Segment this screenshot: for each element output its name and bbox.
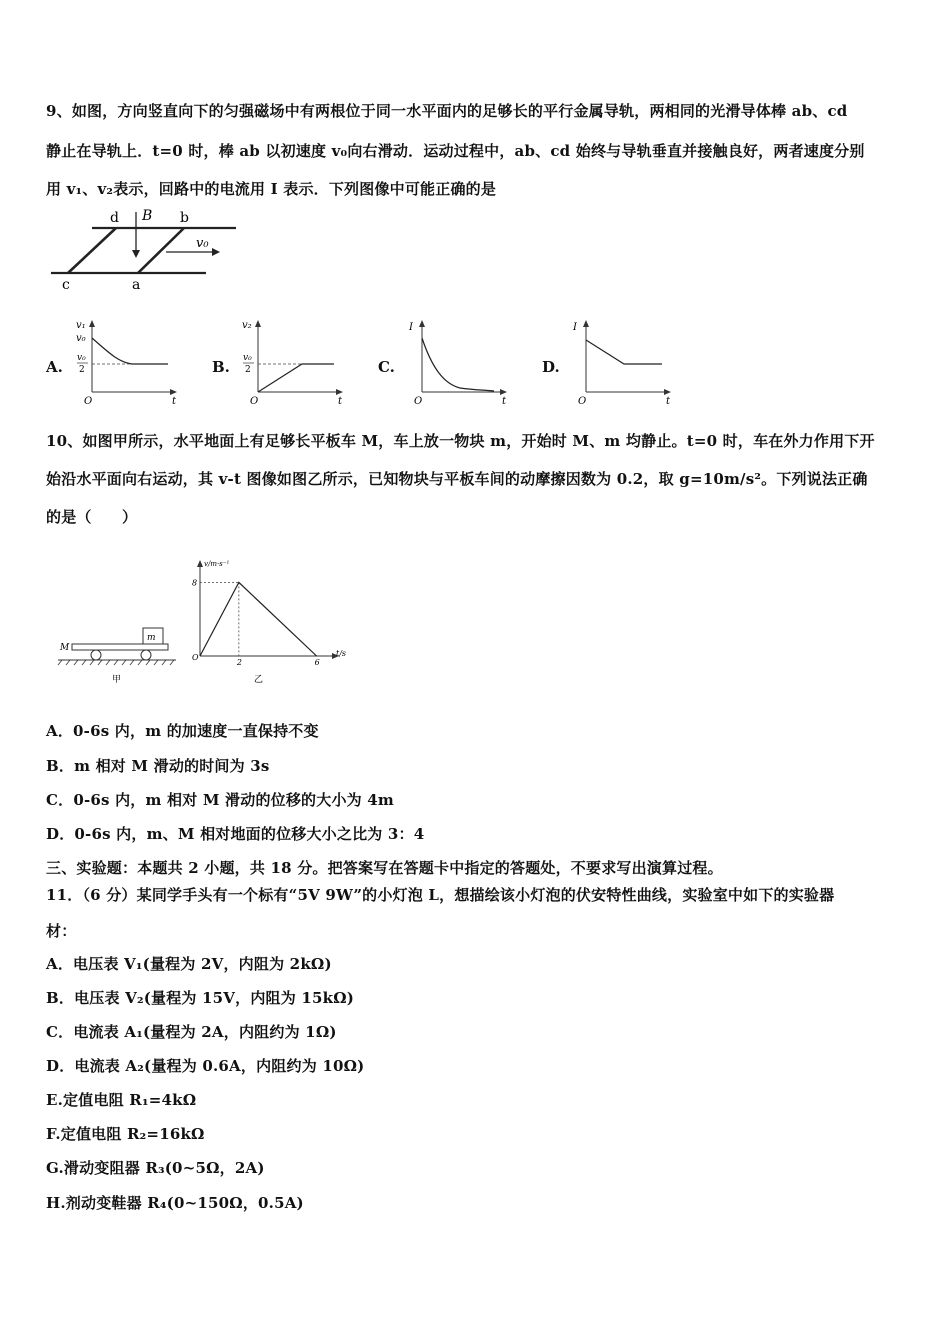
- cart-board: [72, 644, 168, 650]
- x-arrow: [664, 389, 671, 395]
- q10-vt-graph: [186, 556, 356, 686]
- label-B: B: [142, 208, 153, 224]
- q9-option-b-letter[interactable]: B.: [212, 358, 230, 376]
- caption-jia: 甲: [112, 675, 122, 685]
- rod-cd: [68, 228, 116, 273]
- curve: [586, 340, 662, 364]
- y-label: I: [409, 322, 413, 333]
- curve: [422, 338, 494, 391]
- q11-line-2: 材：: [46, 922, 77, 940]
- q9-option-c-graph[interactable]: [400, 318, 520, 407]
- section-3-heading: 三、实验题：本题共 2 小题，共 18 分。把答案写在答题卡中指定的答题处，不要求写出演算过程。: [46, 859, 723, 877]
- y-label: v₁: [76, 320, 86, 331]
- q11-item-g: G.滑动变阻器 R₃(0~5Ω，2A): [46, 1159, 265, 1177]
- q9-option-b-graph[interactable]: [236, 318, 356, 407]
- q9-line-2: 静止在导轨上．t=0 时，棒 ab 以初速度 v₀向右滑动．运动过程中，ab、cd 始终与导轨垂直并接触良好，两者速度分别: [46, 142, 865, 160]
- q10-option-c[interactable]: C．0-6s 内，m 相对 M 滑动的位移的大小为 4m: [46, 791, 394, 809]
- q11-item-e: E.定值电阻 R₁=4kΩ: [46, 1091, 197, 1109]
- y-arrow: [255, 320, 261, 327]
- q11-item-h: H.剂动变鞋器 R₄(0~150Ω，0.5A): [46, 1194, 304, 1212]
- label-M: M: [60, 643, 70, 653]
- q9-option-d-letter[interactable]: D.: [542, 358, 560, 376]
- x-label: t: [338, 396, 343, 407]
- y-label: I: [573, 322, 577, 333]
- origin-label: O: [578, 396, 587, 407]
- y-label: v₂: [242, 320, 252, 331]
- field-arrow-head: [132, 250, 140, 258]
- tick-half-num: v₀: [77, 353, 86, 363]
- q11-line-1: 11．（6 分）某同学手头有一个标有“5V 9W”的小灯泡 L，想描绘该小灯泡的伏安特性曲线，实验室中如下的实验器: [46, 886, 835, 904]
- q9-option-c-letter[interactable]: C.: [378, 358, 395, 376]
- rod-ab: [138, 228, 184, 273]
- q11-item-f: F.定值电阻 R₂=16kΩ: [46, 1125, 205, 1143]
- q9-rails-figure: [46, 206, 246, 296]
- q10-option-d[interactable]: D．0-6s 内，m、M 相对地面的位移大小之比为 3：4: [46, 825, 425, 843]
- q9-option-a-letter[interactable]: A.: [46, 358, 63, 376]
- label-d: d: [110, 210, 119, 226]
- x-arrow: [336, 389, 343, 395]
- tick-v0: v₀: [76, 333, 86, 344]
- q9-option-a-graph[interactable]: [70, 318, 190, 407]
- origin-label: O: [84, 396, 93, 407]
- label-m: m: [147, 633, 156, 643]
- y-arrow: [419, 320, 425, 327]
- y-label: v/m·s⁻¹: [204, 560, 230, 568]
- q9-option-d-graph[interactable]: [564, 318, 684, 407]
- y-arrow: [197, 560, 203, 567]
- q11-item-a: A．电压表 V₁(量程为 2V，内阻为 2kΩ): [46, 955, 332, 973]
- q11-item-d: D．电流表 A₂(量程为 0.6A，内阻约为 10Ω): [46, 1057, 365, 1075]
- q11-item-b: B．电压表 V₂(量程为 15V，内阻为 15kΩ): [46, 989, 355, 1007]
- curve: [92, 338, 168, 364]
- q10-line-3: 的是（ ）: [46, 508, 138, 526]
- wheel-right: [141, 650, 151, 660]
- q10-option-a[interactable]: A．0-6s 内，m 的加速度一直保持不变: [46, 722, 319, 740]
- x-label: t: [172, 396, 177, 407]
- tick-half-den: 2: [79, 365, 85, 375]
- label-b: b: [180, 210, 189, 226]
- wheel-left: [91, 650, 101, 660]
- label-c: c: [62, 277, 70, 293]
- origin-label: O: [414, 396, 423, 407]
- q10-option-b[interactable]: B．m 相对 M 滑动的时间为 3s: [46, 757, 270, 775]
- q9-line-3: 用 v₁、v₂表示，回路中的电流用 I 表示．下列图像中可能正确的是: [46, 180, 497, 198]
- curve: [258, 364, 334, 392]
- velocity-arrow-head: [212, 248, 220, 256]
- x-arrow: [500, 389, 507, 395]
- x-label: t: [502, 396, 507, 407]
- q10-line-2: 始沿水平面向右运动，其 v-t 图像如图乙所示，已知物块与平板车间的动摩擦因数为 0.2，取 g=10m/s²。下列说法正确: [46, 470, 868, 488]
- tick-half-den: 2: [245, 365, 251, 375]
- origin-label: O: [250, 396, 259, 407]
- tick-t-6: 6: [314, 658, 320, 667]
- x-arrow: [170, 389, 177, 395]
- x-label: t: [666, 396, 671, 407]
- q10-line-1: 10、如图甲所示，水平地面上有足够长平板车 M，车上放一物块 m，开始时 M、m 均静止。t=0 时，车在外力作用下开: [46, 432, 875, 450]
- tick-t-2: 2: [236, 658, 242, 667]
- tick-v-8: 8: [192, 578, 198, 588]
- vt-series-line: [200, 582, 317, 656]
- label-v0: v₀: [196, 236, 209, 251]
- caption-yi: 乙: [254, 675, 264, 685]
- y-arrow: [89, 320, 95, 327]
- q11-item-c: C．电流表 A₁(量程为 2A，内阻约为 1Ω): [46, 1023, 337, 1041]
- q10-cart-figure: [58, 620, 188, 690]
- origin-label: O: [192, 653, 199, 662]
- y-arrow: [583, 320, 589, 327]
- tick-half-num: v₀: [243, 353, 252, 363]
- q9-line-1: 9、如图，方向竖直向下的匀强磁场中有两根位于同一水平面内的足够长的平行金属导轨，两相同的光滑导体棒 ab、cd: [46, 102, 848, 120]
- label-a: a: [132, 277, 141, 293]
- ground-hatch: [58, 660, 174, 665]
- x-label: t/s: [336, 649, 347, 658]
